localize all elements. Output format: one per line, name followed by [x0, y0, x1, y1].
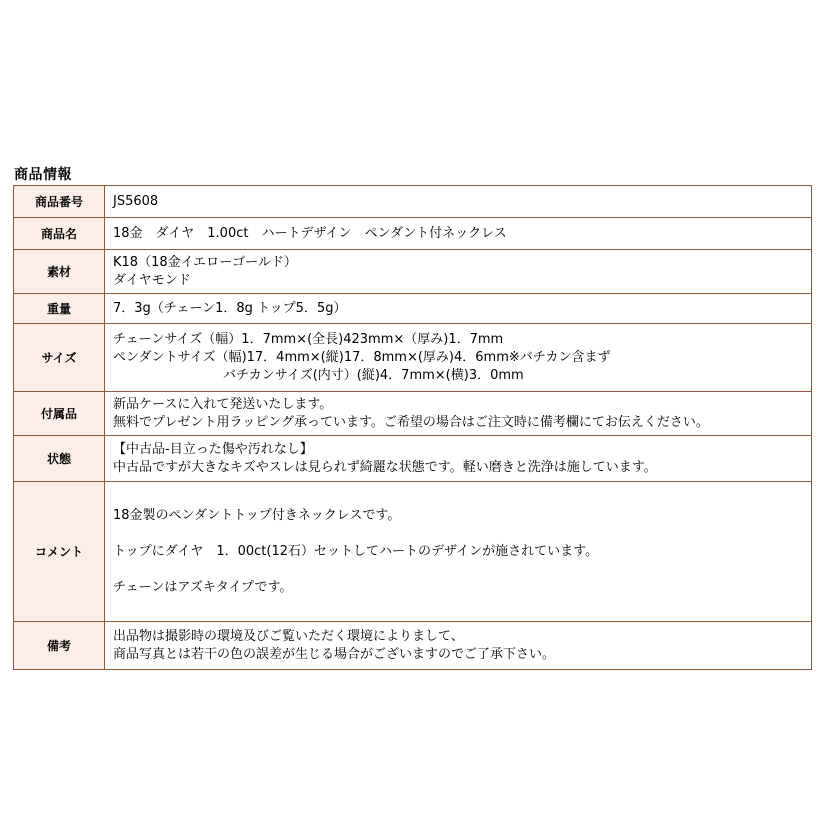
table-row-product-name [14, 218, 812, 250]
table-row-weight [14, 294, 812, 324]
row-label: 重量 [14, 294, 105, 324]
row-label: 商品名 [14, 218, 105, 250]
row-value [105, 218, 812, 250]
row-label: 備考 [14, 622, 105, 670]
row-value [105, 482, 812, 622]
row-label: 商品番号 [14, 186, 105, 218]
row-value [105, 436, 812, 482]
row-label: 付属品 [14, 392, 105, 436]
value-line: ペンダントサイズ（幅)17．4mm×(縦)17．8mm×(厚み)4．6mm※バチカン含まず [113, 349, 611, 365]
value-line: JS5608 [113, 193, 159, 209]
value-line: 7．3g（チェーン1．8g トップ5．5g） [113, 300, 347, 316]
row-value [105, 294, 812, 324]
row-label: サイズ [14, 324, 105, 392]
value-line: 新品ケースに入れて発送いたします。 [113, 396, 333, 412]
row-label: 状態 [14, 436, 105, 482]
row-label: コメント [14, 482, 105, 622]
row-value [105, 186, 812, 218]
value-line: 18金 ダイヤ 1.00ct ハートデザイン ペンダント付ネックレス [113, 225, 507, 241]
table-row-remarks [14, 622, 812, 670]
row-value [105, 324, 812, 392]
table-row-comment [14, 482, 812, 622]
row-value [105, 392, 812, 436]
value-line: ダイヤモンド [113, 272, 191, 288]
value-line: バチカンサイズ(内寸）(縦)4．7mm×(横)3．0mm [223, 367, 524, 383]
table-row-size [14, 324, 812, 392]
product-info-table [13, 185, 812, 670]
row-value [105, 250, 812, 294]
value-line [113, 525, 805, 543]
value-line: K18（18金イエローゴールド） [113, 254, 297, 270]
value-line: トップにダイヤ 1．00ct(12石）セットしてハートのデザインが施されています。 [113, 543, 599, 559]
value-line: 出品物は撮影時の環境及びご覧いただく環境によりまして、 [113, 628, 464, 644]
value-line: 商品写真とは若干の色の誤差が生じる場合がございますのでご了承下さい。 [113, 646, 556, 662]
value-line: チェーンサイズ（幅）1．7mm×(全長)423mm×（厚み)1．7mm [113, 331, 504, 347]
table-row-product-number [14, 186, 812, 218]
table-row-material [14, 250, 812, 294]
value-line: 【中古品-目立った傷や汚れなし】 [113, 441, 313, 457]
value-line [113, 561, 805, 579]
value-line: 中古品ですが大きなキズやスレは見られず綺麗な状態です。軽い磨きと洗浄は施しています。 [113, 459, 657, 475]
value-line: 無料でプレゼント用ラッピング承っています。ご希望の場合はご注文時に備考欄にてお伝えください。 [113, 414, 709, 430]
value-line: 18金製のペンダントトップ付きネックレスです。 [113, 507, 401, 523]
row-label: 素材 [14, 250, 105, 294]
row-value [105, 622, 812, 670]
value-line: チェーンはアズキタイプです。 [113, 579, 293, 595]
section-title: 商品情報 [14, 167, 72, 183]
table-row-accessories [14, 392, 812, 436]
table-row-condition [14, 436, 812, 482]
